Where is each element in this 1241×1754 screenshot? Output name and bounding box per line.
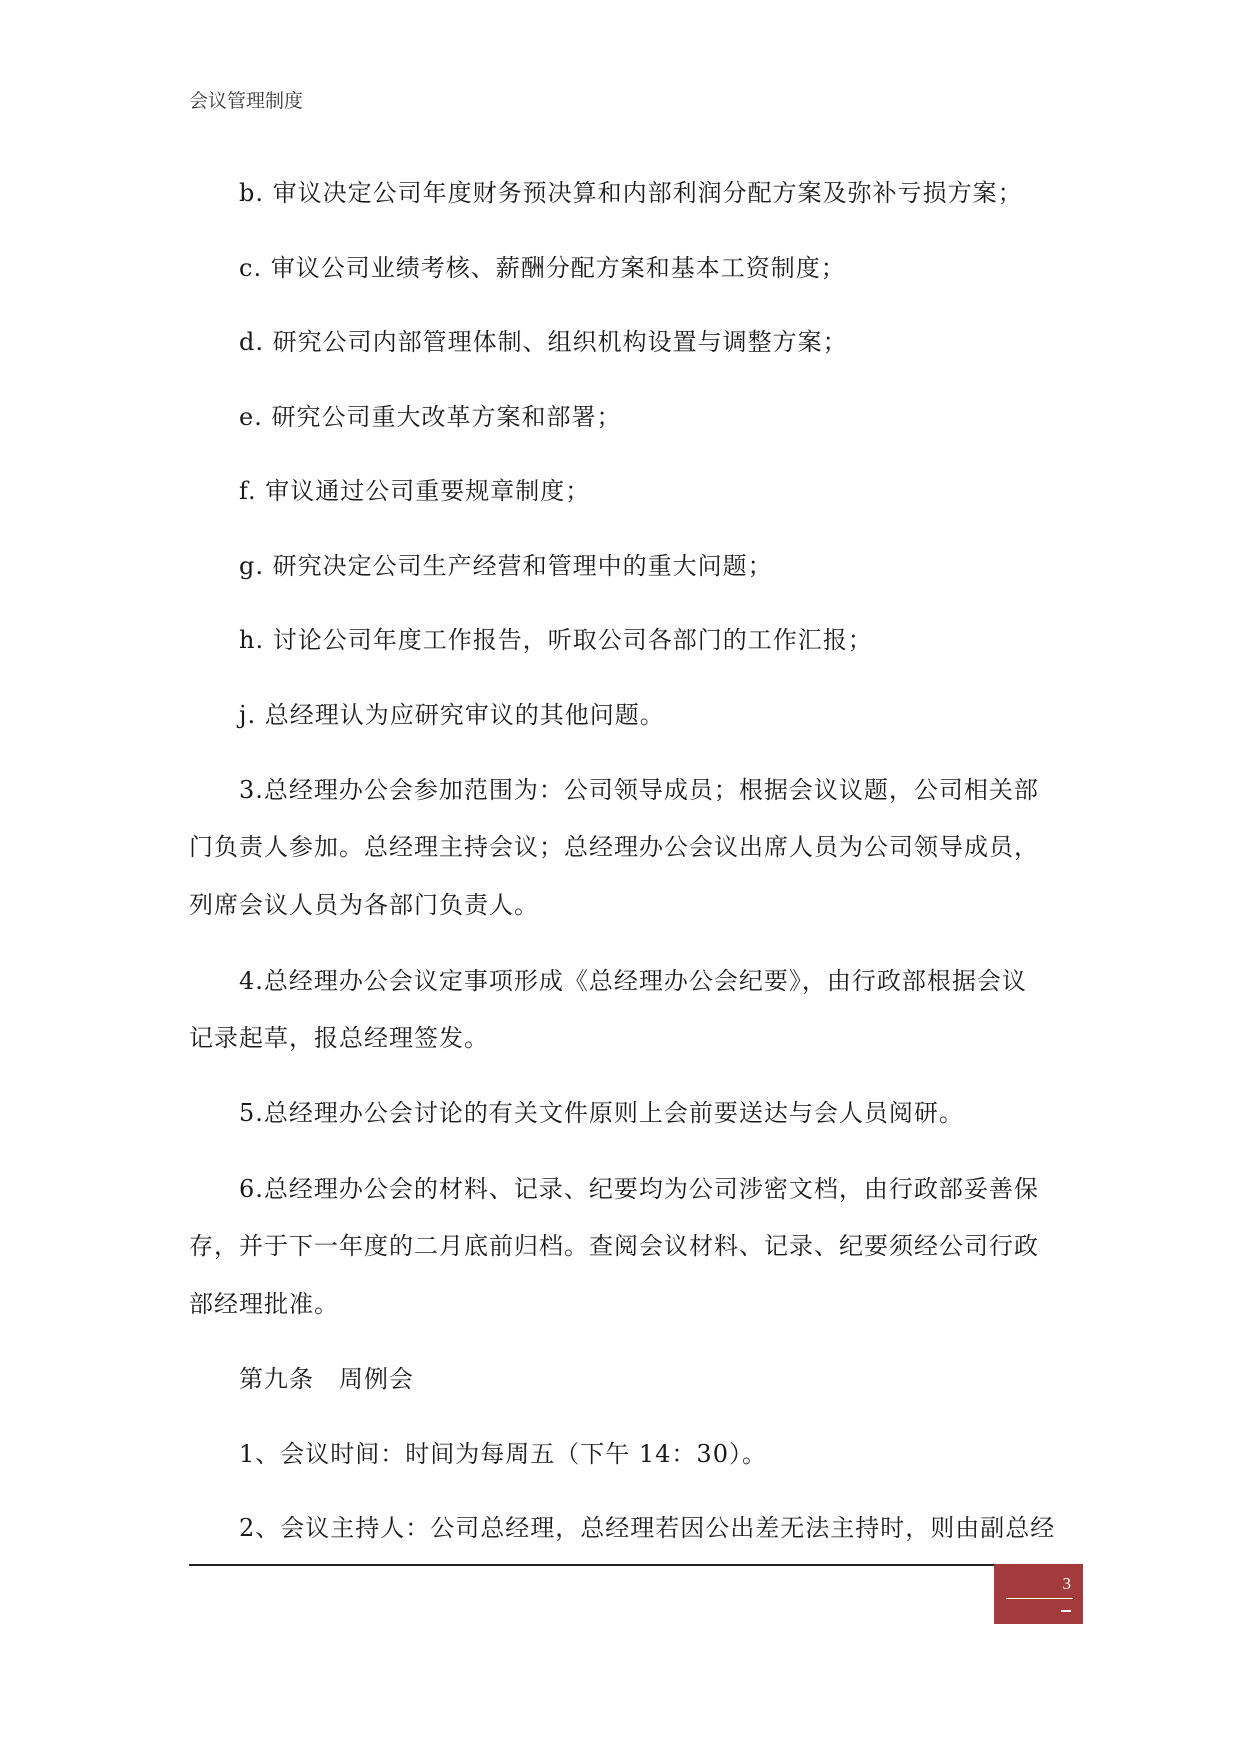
page-number-dash: [1061, 1602, 1071, 1612]
document-header: 会议管理制度: [189, 90, 304, 112]
page-number-badge: [994, 1564, 1083, 1624]
paragraph-line: 4.总经理办公会议定事项形成《总经理办公会纪要》，由行政部根据会议: [239, 967, 1027, 995]
footer-divider: [189, 1564, 1079, 1566]
text-line: b. 审议决定公司年度财务预决算和内部利润分配方案及弥补亏损方案；: [239, 179, 1023, 207]
paragraph-line: 部经理批准。: [189, 1290, 339, 1318]
paragraph-line: 2、会议主持人：公司总经理，总经理若因公出差无法主持时，则由副总经: [239, 1514, 1056, 1542]
paragraph-line: 1、会议时间：时间为每周五（下午 14：30）。: [239, 1440, 767, 1468]
paragraph-line: 门负责人参加。总经理主持会议；总经理办公会议出席人员为公司领导成员，: [189, 833, 1039, 861]
text-line: e. 研究公司重大改革方案和部署；: [239, 403, 622, 431]
paragraph-line: 存，并于下一年度的二月底前归档。查阅会议材料、记录、纪要须经公司行政: [189, 1232, 1039, 1260]
paragraph-line: 3.总经理办公会参加范围为：公司领导成员；根据会议议题，公司相关部: [239, 776, 1039, 804]
text-line: c. 审议公司业绩考核、薪酬分配方案和基本工资制度；: [239, 254, 846, 282]
text-line: h. 讨论公司年度工作报告，听取公司各部门的工作汇报；: [239, 626, 873, 654]
paragraph-line: 6.总经理办公会的材料、记录、纪要均为公司涉密文档，由行政部妥善保: [239, 1175, 1039, 1203]
page-number: 3: [1062, 1574, 1071, 1593]
paragraph-line: 列席会议人员为各部门负责人。: [189, 891, 539, 919]
text-line: f. 审议通过公司重要规章制度；: [239, 477, 591, 505]
text-line: j. 总经理认为应研究审议的其他问题。: [239, 701, 665, 729]
page-number-rule: [1006, 1598, 1073, 1599]
paragraph-line: 记录起草，报总经理签发。: [189, 1024, 489, 1052]
paragraph-line: 5.总经理办公会讨论的有关文件原则上会前要送达与会人员阅研。: [239, 1099, 964, 1127]
text-line: g. 研究决定公司生产经营和管理中的重大问题；: [239, 552, 773, 580]
section-heading: 第九条 周例会: [239, 1365, 414, 1393]
text-line: d. 研究公司内部管理体制、组织机构设置与调整方案；: [239, 328, 848, 356]
